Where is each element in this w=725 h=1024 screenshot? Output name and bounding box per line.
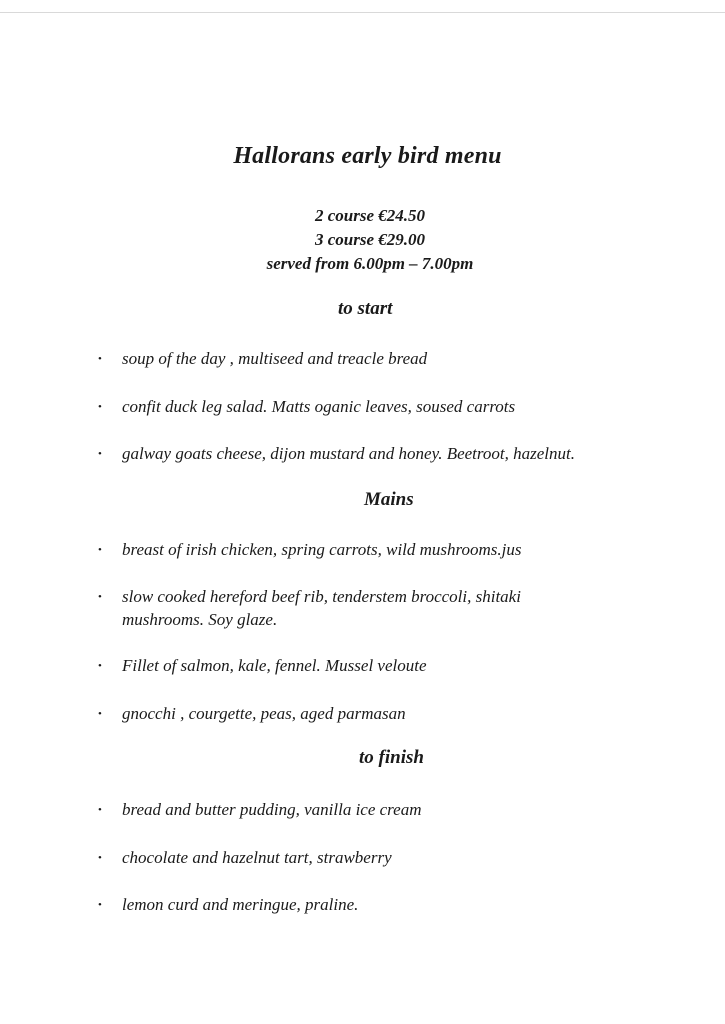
bullet-icon: • (98, 660, 102, 672)
menu-item-text: soup of the day , multiseed and treacle bread (122, 349, 428, 368)
bullet-icon: • (98, 401, 102, 413)
page-edge-line (0, 12, 725, 13)
section-heading-to-finish: to finish (359, 747, 424, 768)
bullet-icon: • (98, 899, 102, 911)
menu-item-text: chocolate and hazelnut tart, strawberry (122, 848, 392, 867)
bullet-icon: • (98, 852, 102, 864)
menu-item-text-continued: mushrooms. Soy glaze. (122, 610, 278, 629)
bullet-icon: • (98, 804, 102, 816)
menu-item-text: slow cooked hereford beef rib, tenderstem broccoli, shitaki (122, 587, 521, 606)
bullet-icon: • (98, 591, 102, 603)
menu-item-text: breast of irish chicken, spring carrots, wild mushrooms.jus (122, 540, 522, 559)
price-two-course: 2 course €24.50 (314, 206, 426, 225)
menu-title: Hallorans early bird menu (233, 143, 502, 169)
menu-item-text: gnocchi , courgette, peas, aged parmasan (122, 704, 406, 723)
section-heading-mains: Mains (364, 489, 414, 510)
bullet-icon: • (98, 544, 102, 556)
price-three-course: 3 course €29.00 (314, 230, 426, 249)
bullet-icon: • (98, 708, 102, 720)
serving-times: served from 6.00pm – 7.00pm (266, 254, 474, 273)
menu-item-text: lemon curd and meringue, praline. (122, 895, 359, 914)
menu-item-text: confit duck leg salad. Matts oganic leaves, soused carrots (122, 397, 516, 416)
menu-item-text: Fillet of salmon, kale, fennel. Mussel veloute (122, 656, 427, 675)
menu-item-text: galway goats cheese, dijon mustard and honey. Beetroot, hazelnut. (122, 444, 575, 463)
section-heading-to-start: to start (338, 298, 393, 319)
bullet-icon: • (98, 448, 102, 460)
menu-item-text: bread and butter pudding, vanilla ice cream (122, 800, 422, 819)
bullet-icon: • (98, 353, 102, 365)
